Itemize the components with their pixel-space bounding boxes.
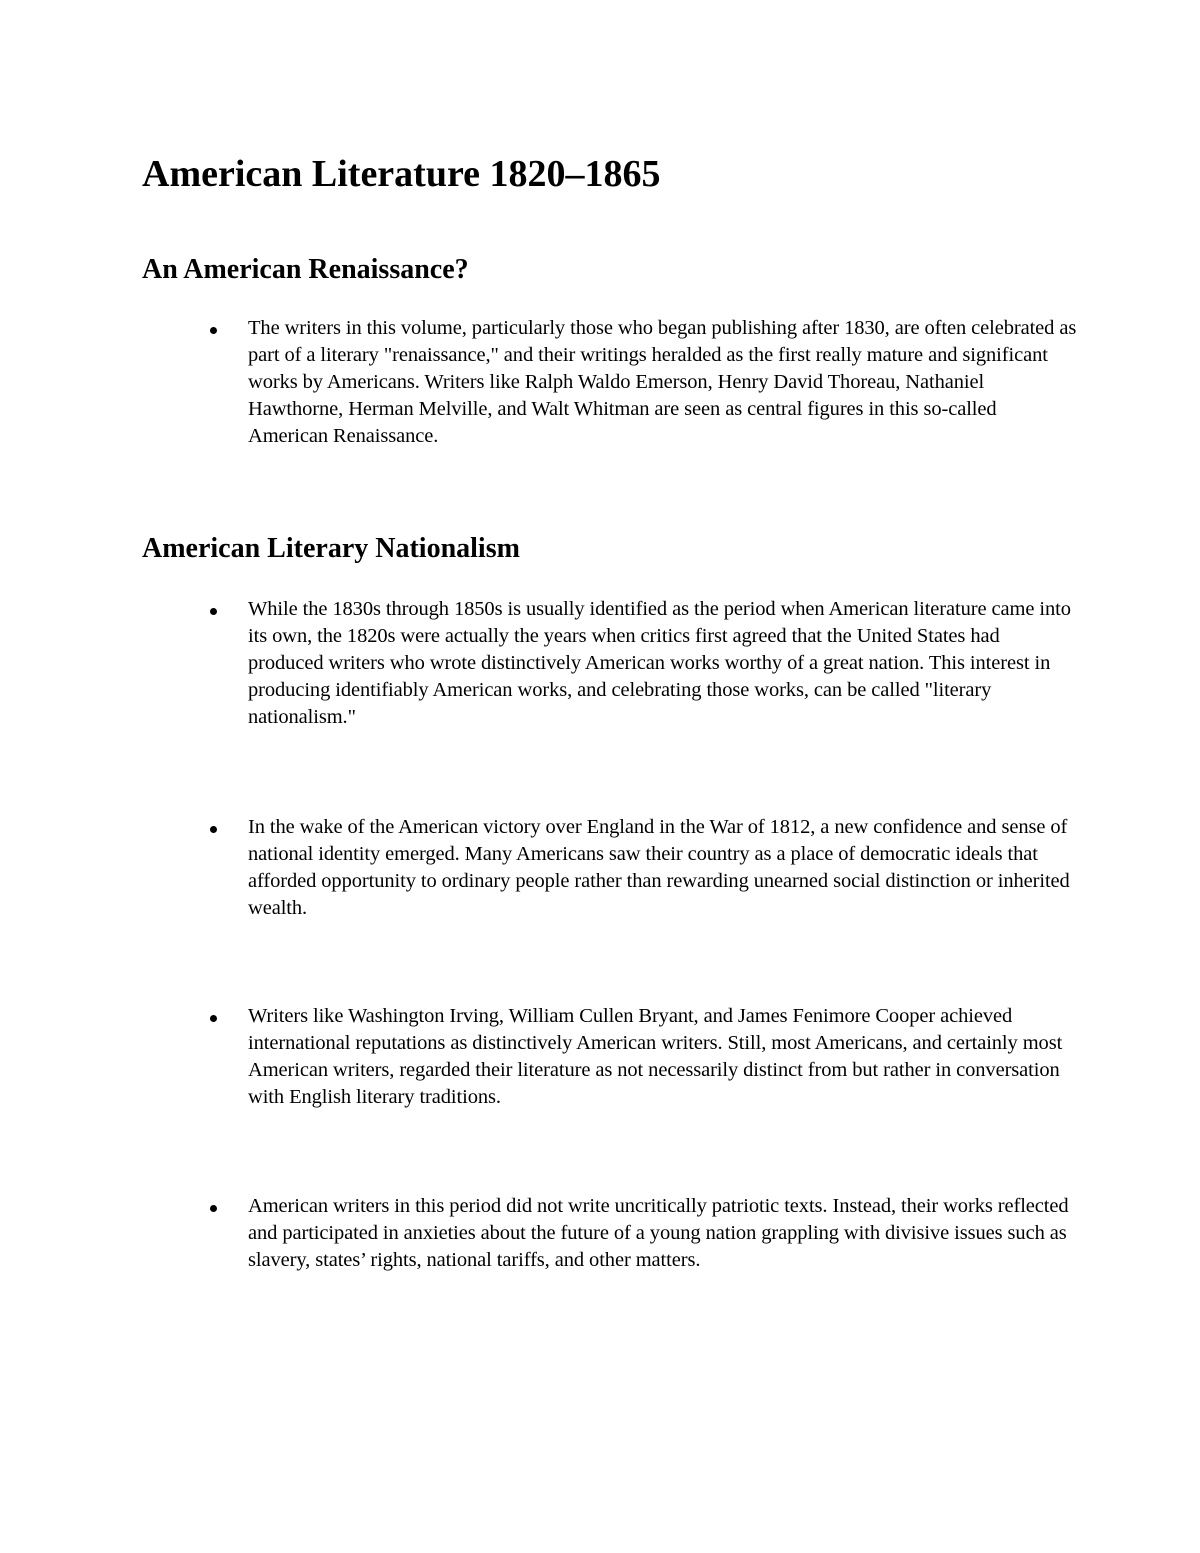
list-item-text: While the 1830s through 1850s is usually identified as the period when American literature came into its own, the 1820s were actually the years when critics first agreed that the United States had produced writers who wrote distinctively American works worthy of a great nation. This interest in producing identifiably American works, and celebrating those works, can be called "literary nationalism." — [248, 598, 1071, 728]
bullet-icon — [210, 327, 217, 334]
section-heading-nationalism: American Literary Nationalism — [142, 533, 520, 564]
list-item-text: The writers in this volume, particularly those who began publishing after 1830, are often celebrated as part of a literary "renaissance," and their writings heralded as the first really mature and significant works by Americans. Writers like Ralph Waldo Emerson, Henry David Thoreau, Nathaniel Hawthorne, Herman Melville, and Walt Whitman are seen as central figures in this so-called American Renaissance. — [248, 317, 1077, 447]
section-heading-renaissance: An American Renaissance? — [142, 254, 469, 285]
list-item-text: In the wake of the American victory over England in the War of 1812, a new confidence and sense of national identity emerged. Many Americans saw their country as a place of democratic ideals that afforded opportunity to ordinary people rather than rewarding unearned social distinction or inherited wealth. — [248, 816, 1070, 919]
bullet-icon — [210, 608, 217, 615]
bullet-icon — [210, 826, 217, 833]
bullet-icon — [210, 1205, 217, 1212]
list-item-text: Writers like Washington Irving, William Cullen Bryant, and James Fenimore Cooper achieved international reputations as distinctively American writers. Still, most Americans, and certainly most American writers, regarded their literature as not necessarily distinct from but rather in conversation with English literary traditions. — [248, 1005, 1063, 1108]
bullet-icon — [210, 1015, 217, 1022]
list-item-text: American writers in this period did not write uncritically patriotic texts. Instead, their works reflected and participated in anxieties about the future of a young nation grappling with divisive issues such as slavery, states’ rights, national tariffs, and other matters. — [248, 1195, 1069, 1271]
page-title: American Literature 1820–1865 — [142, 153, 661, 195]
